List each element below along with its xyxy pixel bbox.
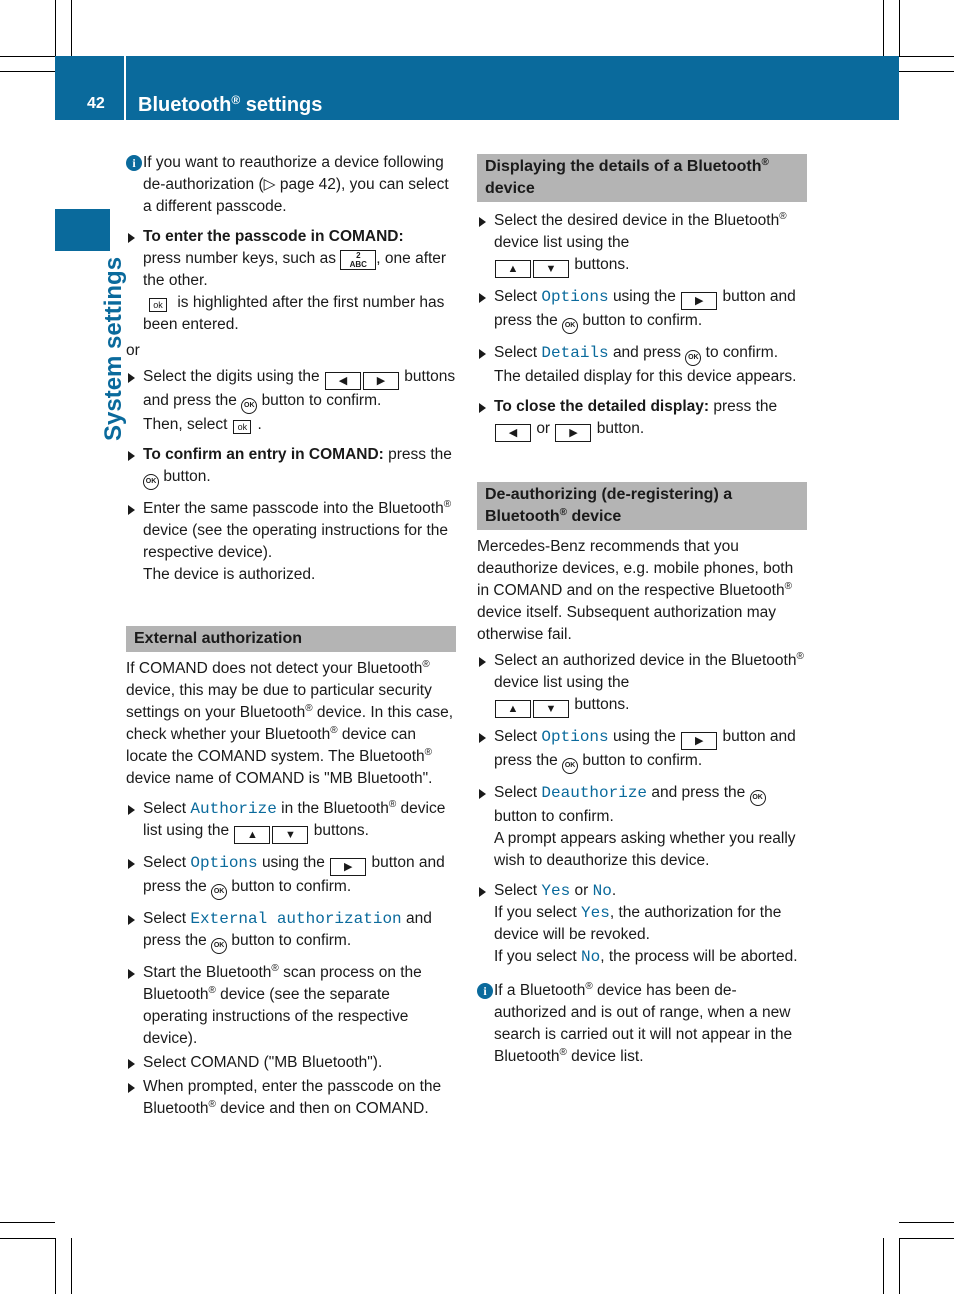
arrow-icon [479,887,486,897]
step-text: To close the detailed display: press the ◀ or ▶ button. [494,396,807,442]
instruction-step [477,342,807,388]
crop-mark [899,0,900,56]
menu-item-options: Options [541,728,609,746]
step-text: Start the Bluetooth® scan process on the Bluetooth® device (see the separate operating instructions of the respective device). [143,963,422,1047]
step-text: Select Options using the ▶ button and press the OK button to confirm. [494,726,807,774]
arrow-icon [128,1083,135,1093]
arrow-icon [128,373,135,383]
instruction-step [477,880,807,968]
crop-mark [0,1238,55,1239]
crop-mark [0,56,55,57]
crop-mark [71,0,72,56]
section-heading-external-authorization: External authorization [126,626,456,652]
instruction-step [477,210,807,278]
arrow-icon [128,233,135,243]
menu-item-no: No [581,948,601,966]
step-text: Select COMAND ("MB Bluetooth"). [143,1054,383,1071]
ok-button-icon: OK [750,790,766,806]
info-note [126,152,456,218]
instruction-step [126,962,456,1050]
info-note [477,980,807,1068]
info-text: If you want to reauthorize a device following de-authorization (▷ page 42), you can select a different passcode. [143,154,449,215]
instruction-step [126,852,456,900]
crop-mark [883,1238,884,1294]
menu-item-yes: Yes [541,882,571,900]
crop-mark [899,56,954,57]
down-button-icon: ▼ [533,700,569,718]
ok-button-icon: OK [562,318,578,334]
crop-mark [55,0,56,56]
paragraph: If COMAND does not detect your Bluetooth® device, this may be due to particular security settings on your Bluetooth® device. In this case, check whether your Bluetooth® device can locate the COMAND system. The Bluetooth® device name of COMAND is "MB Bluetooth". [126,659,454,787]
arrow-icon [479,217,486,227]
arrow-icon [479,293,486,303]
arrow-icon [128,1059,135,1069]
step-text: Select an authorized device in the Bluetooth® device list using the ▲ ▼ buttons. [494,650,807,718]
right-button-icon: ▶ [330,858,366,876]
right-button-icon: ▶ [555,424,591,442]
step-text: Select the desired device in the Bluetooth® device list using the ▲ ▼ buttons. [494,210,807,278]
arrow-icon [128,451,135,461]
step-text: Select Details and press OK to confirm. The detailed display for this device appears. [494,344,797,385]
crop-mark [71,1238,72,1294]
step-text: To enter the passcode in COMAND: press number keys, such as 2 ABC , one after the other. ok is highlighted after the first number has been entered. [143,228,447,333]
step-text: Select External authorization and press the OK button to confirm. [143,908,456,954]
ok-button-icon: OK [241,398,257,414]
section-side-label: System settings [100,256,127,441]
right-button-icon: ▶ [681,292,717,310]
arrow-icon [479,657,486,667]
crop-mark [883,0,884,56]
crop-mark [899,71,954,72]
arrow-icon [479,403,486,413]
header-divider [124,56,126,120]
number-key-2-icon: 2 ABC [340,250,376,270]
instruction-step [126,908,456,954]
step-text: When prompted, enter the passcode on the Bluetooth® device and then on COMAND. [143,1078,442,1117]
crop-mark [899,1238,954,1239]
info-text: If a Bluetooth® device has been de-authorized and is out of range, when a new search is carried out it will not appear in the Bluetooth® device list. [494,981,793,1065]
arrow-icon [128,859,135,869]
left-button-icon: ◀ [495,424,531,442]
step-text: Select Options using the ▶ button and press the OK button to confirm. [143,852,456,900]
ok-button-icon: OK [143,474,159,490]
up-button-icon: ▲ [495,700,531,718]
left-button-icon: ◀ [325,372,361,390]
crop-mark [899,1238,900,1294]
menu-item-yes: Yes [581,904,610,922]
instruction-step [477,726,807,774]
ok-button-icon: OK [211,938,227,954]
right-button-icon: ▶ [681,732,717,750]
side-tab [55,209,110,251]
instruction-step [126,1076,456,1120]
section-heading-de-authorizing: De-authorizing (de-registering) a Bluetooth® device [477,482,807,530]
ok-button-icon: OK [211,884,227,900]
instruction-step [477,396,807,442]
right-column [477,154,807,1068]
crop-mark [0,1222,55,1223]
menu-item-deauthorize: Deauthorize [541,784,648,802]
menu-item-no: No [592,882,612,900]
step-text: To confirm an entry in COMAND: press the OK button. [143,444,456,490]
section-gap [477,442,807,482]
step-text: Select Deauthorize and press the OK button to confirm. A prompt appears asking whether you really wish to deauthorize this device. [494,784,796,869]
left-column [126,152,456,1120]
ok-button-icon: OK [562,758,578,774]
step-text: Select Authorize in the Bluetooth® device list using the ▲ ▼ buttons. [143,798,456,844]
up-button-icon: ▲ [234,826,270,844]
down-button-icon: ▼ [533,260,569,278]
arrow-icon [479,733,486,743]
arrow-icon [128,915,135,925]
step-text: Select Yes or No. If you select Yes, the authorization for the device will be revoked. If you select No, the process will be aborted. [494,882,798,966]
instruction-step [126,444,456,490]
ok-softkey-icon: ok [149,298,167,312]
instruction-step [477,650,807,718]
menu-item-options: Options [541,288,609,306]
step-text: Select Options using the ▶ button and press the OK button to confirm. [494,286,807,334]
right-button-icon: ▶ [363,372,399,390]
menu-item-external-authorization: External authorization [190,910,402,928]
paragraph: Mercedes-Benz recommends that you deauthorize devices, e.g. mobile phones, both in COMAND and on the respective Bluetooth® device itself. Subsequent authorization may otherwise fail. [477,538,794,643]
ok-button-icon: OK [685,350,701,366]
arrow-icon [128,969,135,979]
down-button-icon: ▼ [272,826,308,844]
menu-item-details: Details [541,344,609,362]
arrow-icon [128,805,135,815]
instruction-step [126,798,456,844]
ok-softkey-icon: ok [233,420,251,434]
instruction-step [477,286,807,334]
menu-item-authorize: Authorize [190,800,277,818]
instruction-step [126,498,456,586]
step-text: Enter the same passcode into the Bluetooth® device (see the operating instructions for the respective device). The device is authorized. [143,499,452,583]
instruction-step [126,1052,456,1074]
section-heading-displaying-details: Displaying the details of a Bluetooth® device [477,154,807,202]
up-button-icon: ▲ [495,260,531,278]
section-gap [126,586,456,626]
arrow-icon [128,505,135,515]
page-title: Bluetooth® settings [138,93,323,116]
menu-item-options: Options [190,854,258,872]
arrow-icon [479,349,486,359]
instruction-step [477,782,807,872]
crop-mark [899,1222,954,1223]
crop-mark [0,71,55,72]
step-text: Select the digits using the ◀ ▶ buttons and press the OK button to confirm. Then, select ok . [143,368,456,433]
info-icon: i [126,155,142,171]
instruction-step [126,366,456,436]
info-icon: i [477,983,493,999]
or-text: or [126,342,140,359]
crop-mark [55,1238,56,1294]
page-number: 42 [87,95,105,112]
arrow-icon [479,789,486,799]
instruction-step [126,226,456,336]
page-header [55,56,899,120]
